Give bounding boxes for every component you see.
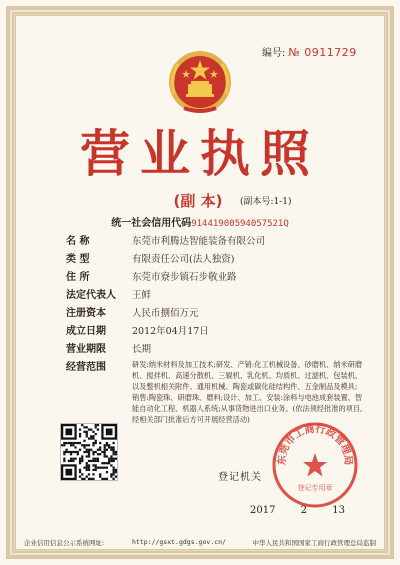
field-row-scope (66, 359, 366, 425)
field-label: 法定代表人 (66, 290, 116, 301)
field-value: 王鲜 (132, 290, 152, 301)
credit-code-label: 统一社会信用代码 (111, 218, 192, 229)
field-row-address (66, 269, 366, 287)
field-row-type (66, 251, 366, 269)
credit-code-row (0, 214, 400, 229)
serial-label: 编号: (262, 48, 286, 59)
credit-code-value: 91441900594057521Q (191, 219, 289, 229)
field-row-capital (66, 305, 366, 323)
license-fields (66, 233, 366, 425)
field-label: 住 所 (66, 272, 90, 283)
field-label: 营业期限 (66, 344, 106, 355)
field-value: 2012年04月17日 (132, 326, 209, 337)
footer-issuer: 中华人民共和国国家工商行政管理总局监制 (252, 539, 376, 547)
serial-number (262, 44, 372, 59)
issue-date (250, 505, 360, 516)
field-row-established (66, 323, 366, 341)
footer (24, 538, 376, 550)
footer-label: 企业信用信息公示系统网址: (24, 539, 105, 547)
national-emblem-icon (164, 48, 236, 116)
seal-subtext: 登记专用章 (297, 484, 333, 492)
serial-value: № 0911729 (288, 46, 357, 59)
copy-subtitle: (副 本) (173, 192, 223, 210)
qr-code-icon[interactable] (60, 423, 118, 481)
field-label: 名 称 (66, 236, 90, 247)
issue-day: 13 (332, 505, 345, 516)
copy-number: (副本号:1-1) (240, 197, 292, 207)
field-value: 东莞市利腾达智能装备有限公司 (132, 236, 266, 247)
field-label: 成立日期 (66, 326, 106, 337)
issue-year: 2017 (250, 505, 276, 516)
field-label: 注册资本 (66, 308, 106, 319)
issue-month: 2 (300, 505, 308, 516)
field-row-term (66, 341, 366, 359)
license-title: 营业执照 (80, 125, 320, 183)
official-seal-icon (270, 420, 360, 510)
field-value: 有限责任公司(法人独资) (132, 254, 235, 265)
field-row-legal-rep (66, 287, 366, 305)
registration-authority: 登记机关 (218, 472, 262, 483)
field-row-name (66, 233, 366, 251)
footer-url[interactable]: http://gsxt.gdgs.gov.cn/ (132, 538, 226, 546)
field-value: 人民币捌佰万元 (132, 308, 199, 319)
field-value: 长期 (132, 344, 152, 355)
business-scope-text: 研发:纳米材料及加工技术;研发、产销:化工机械设备、砂磨机、纳米研磨机、搅拌机、高速分散机、三辊机、乳化机、均质机、过滤机、包装机、以及整机相关附件、通用机械、陶瓷或碳化硅结构件、五金制品及模具;销售:陶瓷珠、研磨珠、磨料;设计、加工、安装:涂料与电池成套装置、智能自动化工程、机器人系统;从事货物进出口业务。(依法须经批准的项目,经相关部门批准后方可开展经营活动) (132, 360, 363, 424)
field-label: 经营范围 (66, 362, 106, 373)
seal-text: 东莞市工商行政管理局 (276, 424, 354, 466)
field-label: 类 型 (66, 254, 90, 265)
field-value: 东莞市寮步镇石步敬业路 (132, 272, 237, 283)
